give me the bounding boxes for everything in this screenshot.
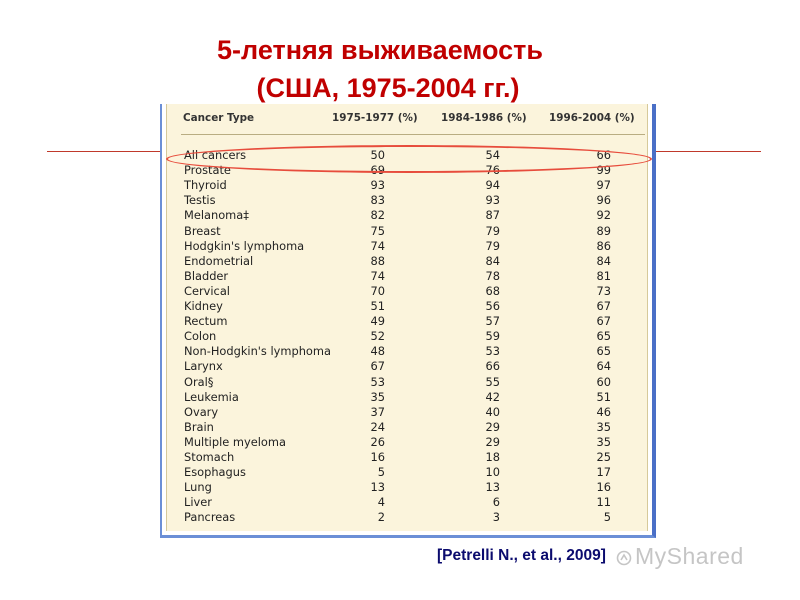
value-1984-1986-cell: 6 (492, 495, 500, 510)
value-1984-1986-cell: 3 (492, 510, 500, 525)
value-1975-1977-cell: 88 (370, 253, 385, 268)
value-1984-1986-cell: 13 (485, 480, 500, 495)
table-row (179, 480, 649, 495)
cancer-type-cell: Bladder (184, 268, 229, 283)
value-1975-1977-cell: 26 (370, 434, 385, 449)
value-1984-1986-cell: 59 (485, 329, 500, 344)
value-1996-2004-cell: 5 (603, 510, 611, 525)
header-1984-1986: 1984-1986 (%) (441, 112, 527, 124)
value-1996-2004-cell: 67 (596, 314, 611, 329)
value-1996-2004-cell: 46 (596, 404, 611, 419)
table-row (179, 495, 649, 510)
header-1996-2004: 1996-2004 (%) (549, 112, 635, 124)
table-row (179, 344, 649, 359)
value-1984-1986-cell: 53 (485, 344, 500, 359)
value-1996-2004-cell: 11 (596, 495, 611, 510)
value-1984-1986-cell: 68 (485, 283, 500, 298)
table-row (179, 148, 649, 163)
cancer-type-cell: Multiple myeloma (184, 434, 286, 449)
cancer-type-cell: Melanoma‡ (184, 208, 249, 223)
cancer-type-cell: Non-Hodgkin's lymphoma (184, 344, 331, 359)
value-1996-2004-cell: 92 (596, 208, 611, 223)
value-1996-2004-cell: 51 (596, 389, 611, 404)
cancer-type-cell: Oral§ (184, 374, 214, 389)
table-row (179, 390, 649, 405)
value-1984-1986-cell: 55 (485, 374, 500, 389)
table-row (179, 510, 649, 525)
citation: [Petrelli N., et al., 2009] (437, 547, 606, 564)
value-1984-1986-cell: 29 (485, 434, 500, 449)
value-1984-1986-cell: 93 (485, 193, 500, 208)
cancer-type-cell: Thyroid (184, 178, 227, 193)
value-1975-1977-cell: 16 (370, 450, 385, 464)
table-row (179, 420, 649, 435)
cancer-type-cell: Liver (184, 495, 212, 510)
value-1975-1977-cell: 53 (370, 374, 385, 389)
table-row (179, 435, 649, 450)
value-1996-2004-cell: 65 (596, 344, 611, 359)
value-1996-2004-cell: 86 (596, 238, 611, 253)
value-1984-1986-cell: 54 (485, 148, 500, 162)
table-row (179, 329, 649, 344)
table-row (179, 284, 649, 299)
value-1996-2004-cell: 60 (596, 374, 611, 389)
cancer-type-cell: Larynx (184, 359, 223, 374)
watermark-logo-icon (616, 550, 632, 566)
table-row (179, 224, 649, 239)
value-1996-2004-cell: 96 (596, 193, 611, 208)
cancer-type-cell: Leukemia (184, 389, 239, 404)
header-cancer-type: Cancer Type (183, 112, 255, 124)
table-row (179, 375, 649, 390)
value-1975-1977-cell: 13 (370, 480, 385, 495)
cancer-type-cell: Testis (184, 193, 216, 208)
value-1975-1977-cell: 52 (370, 329, 385, 344)
table-row (179, 359, 649, 374)
cancer-type-cell: Pancreas (184, 510, 236, 525)
table-background (166, 104, 648, 531)
cancer-type-cell: Rectum (184, 314, 228, 329)
value-1984-1986-cell: 56 (485, 299, 500, 313)
table-row (179, 314, 649, 329)
value-1975-1977-cell: 82 (370, 208, 385, 223)
value-1984-1986-cell: 94 (485, 178, 500, 193)
cancer-type-cell: Endometrial (184, 253, 254, 268)
cancer-type-cell: Breast (184, 223, 221, 238)
value-1996-2004-cell: 73 (596, 283, 611, 298)
cancer-type-cell: Hodgkin's lymphoma (184, 238, 305, 253)
value-1996-2004-cell: 35 (596, 419, 611, 434)
value-1996-2004-cell: 64 (596, 359, 611, 374)
value-1984-1986-cell: 57 (485, 314, 500, 329)
value-1996-2004-cell: 97 (596, 178, 611, 193)
value-1975-1977-cell: 37 (370, 404, 385, 419)
value-1996-2004-cell: 67 (596, 299, 611, 313)
value-1975-1977-cell: 49 (370, 314, 385, 329)
cancer-type-cell: Ovary (184, 404, 219, 419)
value-1984-1986-cell: 40 (485, 404, 500, 419)
cancer-type-cell: Lung (184, 480, 212, 495)
header-divider (181, 134, 645, 135)
table-image-frame (160, 104, 656, 538)
value-1984-1986-cell: 87 (485, 208, 500, 223)
table-row (179, 178, 649, 193)
value-1975-1977-cell: 74 (370, 268, 385, 283)
value-1975-1977-cell: 2 (377, 510, 385, 525)
value-1975-1977-cell: 75 (370, 223, 385, 238)
value-1984-1986-cell: 66 (485, 359, 500, 374)
value-1984-1986-cell: 29 (485, 419, 500, 434)
watermark (616, 543, 744, 570)
value-1984-1986-cell: 84 (485, 253, 500, 268)
table-row (179, 208, 649, 223)
value-1975-1977-cell: 35 (370, 389, 385, 404)
slide-subtitle: (США, 1975-2004 гг.) (256, 73, 520, 103)
table-row (179, 465, 649, 480)
cancer-type-cell: Prostate (184, 163, 231, 178)
watermark-text: MyShared (635, 543, 744, 569)
cancer-type-cell: All cancers (184, 148, 247, 162)
cancer-type-cell: Stomach (184, 450, 235, 464)
table-row (179, 299, 649, 314)
value-1975-1977-cell: 51 (370, 299, 385, 313)
value-1996-2004-cell: 25 (596, 450, 611, 464)
cancer-type-cell: Cervical (184, 283, 230, 298)
cancer-type-cell: Esophagus (184, 465, 246, 480)
value-1984-1986-cell: 79 (485, 238, 500, 253)
value-1996-2004-cell: 65 (596, 329, 611, 344)
value-1975-1977-cell: 67 (370, 359, 385, 374)
value-1975-1977-cell: 83 (370, 193, 385, 208)
table-row (179, 405, 649, 420)
value-1975-1977-cell: 4 (377, 495, 385, 510)
value-1984-1986-cell: 42 (485, 389, 500, 404)
cancer-type-cell: Colon (184, 329, 217, 344)
value-1984-1986-cell: 76 (485, 163, 500, 178)
value-1984-1986-cell: 10 (485, 465, 500, 480)
value-1975-1977-cell: 69 (370, 163, 385, 178)
value-1984-1986-cell: 79 (485, 223, 500, 238)
table-row (179, 239, 649, 254)
value-1975-1977-cell: 70 (370, 283, 385, 298)
value-1975-1977-cell: 50 (370, 148, 385, 162)
value-1984-1986-cell: 78 (485, 268, 500, 283)
value-1996-2004-cell: 66 (596, 148, 611, 162)
table-row (179, 254, 649, 269)
table-row (179, 450, 649, 465)
value-1975-1977-cell: 74 (370, 238, 385, 253)
value-1996-2004-cell: 35 (596, 434, 611, 449)
value-1996-2004-cell: 17 (596, 465, 611, 480)
value-1996-2004-cell: 81 (596, 268, 611, 283)
value-1996-2004-cell: 89 (596, 223, 611, 238)
cancer-type-cell: Kidney (184, 299, 223, 313)
value-1975-1977-cell: 93 (370, 178, 385, 193)
value-1996-2004-cell: 16 (596, 480, 611, 495)
header-1975-1977: 1975-1977 (%) (332, 112, 418, 124)
table-row (179, 269, 649, 284)
cancer-type-cell: Brain (184, 419, 214, 434)
slide-title: 5-летняя выживаемость (217, 35, 543, 65)
table-row (179, 163, 649, 178)
value-1975-1977-cell: 48 (370, 344, 385, 359)
red-guide-line-left (47, 151, 160, 152)
red-guide-line-right (656, 151, 761, 152)
value-1996-2004-cell: 99 (596, 163, 611, 178)
value-1996-2004-cell: 84 (596, 253, 611, 268)
table-row (179, 193, 649, 208)
value-1984-1986-cell: 18 (485, 450, 500, 464)
value-1975-1977-cell: 24 (370, 419, 385, 434)
value-1975-1977-cell: 5 (377, 465, 385, 480)
